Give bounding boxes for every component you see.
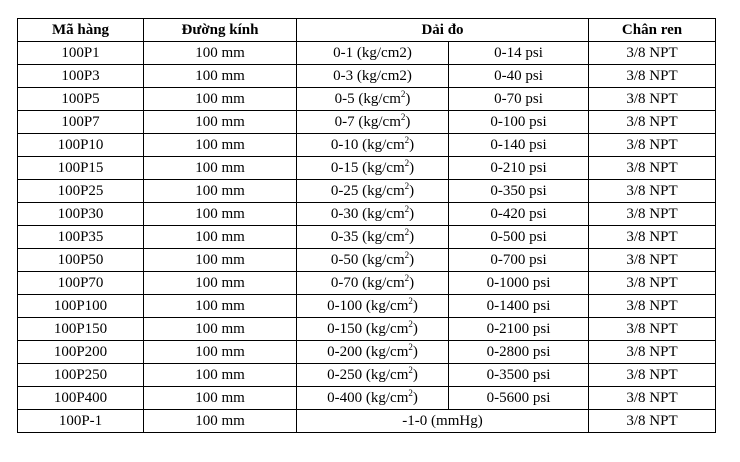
cell-range-psi: 0-210 psi — [449, 157, 589, 180]
cell-diameter: 100 mm — [144, 249, 297, 272]
table-row — [18, 42, 716, 65]
range-kg-superscript: 2 — [400, 112, 406, 122]
cell-range-kgcm2 — [297, 341, 449, 364]
range-kg-close: ) — [409, 183, 415, 199]
cell-range-vacuum: -1-0 (mmHg) — [297, 410, 589, 433]
cell-diameter: 100 mm — [144, 226, 297, 249]
cell-thread: 3/8 NPT — [589, 364, 716, 387]
cell-thread: 3/8 NPT — [589, 42, 716, 65]
cell-code: 100P-1 — [18, 410, 144, 433]
cell-diameter: 100 mm — [144, 364, 297, 387]
cell-range-kgcm2 — [297, 249, 449, 272]
range-kg-text: 0-3 (kg/cm2) — [333, 68, 412, 84]
cell-range-kgcm2 — [297, 272, 449, 295]
range-kg-text: 0-35 (kg/cm — [330, 229, 405, 245]
cell-range-kgcm2 — [297, 226, 449, 249]
table-row — [18, 88, 716, 111]
table-row — [18, 180, 716, 203]
table-row — [18, 295, 716, 318]
cell-diameter: 100 mm — [144, 180, 297, 203]
cell-diameter: 100 mm — [144, 203, 297, 226]
cell-range-psi: 0-700 psi — [449, 249, 589, 272]
cell-code: 100P15 — [18, 157, 144, 180]
header-code: Mã hàng — [18, 19, 144, 42]
range-kg-text: 0-7 (kg/cm — [334, 114, 401, 130]
cell-range-kgcm2 — [297, 180, 449, 203]
cell-range-psi: 0-500 psi — [449, 226, 589, 249]
cell-range-kgcm2 — [297, 134, 449, 157]
cell-code: 100P25 — [18, 180, 144, 203]
range-kg-close: ) — [409, 252, 415, 268]
cell-diameter: 100 mm — [144, 42, 297, 65]
cell-diameter: 100 mm — [144, 134, 297, 157]
cell-range-psi: 0-2800 psi — [449, 341, 589, 364]
cell-thread: 3/8 NPT — [589, 272, 716, 295]
range-kg-close: ) — [409, 206, 415, 222]
range-kg-close: ) — [412, 298, 418, 314]
cell-range-kgcm2 — [297, 42, 449, 65]
cell-thread: 3/8 NPT — [589, 410, 716, 433]
table-row-last — [18, 410, 716, 433]
table-row — [18, 65, 716, 88]
cell-range-kgcm2 — [297, 111, 449, 134]
cell-code: 100P400 — [18, 387, 144, 410]
table-row — [18, 226, 716, 249]
cell-code: 100P10 — [18, 134, 144, 157]
range-kg-superscript: 2 — [404, 158, 410, 168]
table-header — [18, 19, 716, 42]
cell-thread: 3/8 NPT — [589, 295, 716, 318]
range-kg-text: 0-15 (kg/cm — [330, 160, 405, 176]
cell-code: 100P200 — [18, 341, 144, 364]
cell-diameter: 100 mm — [144, 410, 297, 433]
cell-code: 100P3 — [18, 65, 144, 88]
cell-thread: 3/8 NPT — [589, 111, 716, 134]
cell-code: 100P50 — [18, 249, 144, 272]
cell-range-psi: 0-40 psi — [449, 65, 589, 88]
cell-range-kgcm2 — [297, 364, 449, 387]
cell-thread: 3/8 NPT — [589, 134, 716, 157]
cell-diameter: 100 mm — [144, 272, 297, 295]
range-kg-text: 0-50 (kg/cm — [330, 252, 405, 268]
cell-code: 100P30 — [18, 203, 144, 226]
cell-diameter: 100 mm — [144, 157, 297, 180]
range-kg-text: 0-250 (kg/cm — [327, 367, 409, 383]
cell-range-psi: 0-420 psi — [449, 203, 589, 226]
pressure-gauge-spec-table — [17, 18, 716, 433]
cell-code: 100P100 — [18, 295, 144, 318]
table-row — [18, 157, 716, 180]
range-kg-close: ) — [412, 344, 418, 360]
range-kg-superscript: 2 — [400, 89, 406, 99]
cell-code: 100P70 — [18, 272, 144, 295]
range-kg-close: ) — [409, 137, 415, 153]
range-kg-close: ) — [405, 91, 411, 107]
table-body — [18, 42, 716, 433]
table-row — [18, 249, 716, 272]
range-kg-text: 0-30 (kg/cm — [330, 206, 405, 222]
range-kg-superscript: 2 — [404, 181, 410, 191]
cell-range-psi: 0-3500 psi — [449, 364, 589, 387]
cell-range-kgcm2 — [297, 88, 449, 111]
cell-range-psi: 0-2100 psi — [449, 318, 589, 341]
range-kg-text: 0-5 (kg/cm — [334, 91, 401, 107]
cell-diameter: 100 mm — [144, 341, 297, 364]
range-kg-text: 0-400 (kg/cm — [327, 390, 409, 406]
header-thread: Chân ren — [589, 19, 716, 42]
cell-thread: 3/8 NPT — [589, 387, 716, 410]
cell-thread: 3/8 NPT — [589, 88, 716, 111]
range-kg-superscript: 2 — [408, 296, 413, 306]
cell-range-psi: 0-140 psi — [449, 134, 589, 157]
table-row — [18, 134, 716, 157]
range-kg-text: 0-200 (kg/cm — [327, 344, 409, 360]
cell-code: 100P35 — [18, 226, 144, 249]
cell-range-kgcm2 — [297, 318, 449, 341]
cell-thread: 3/8 NPT — [589, 180, 716, 203]
cell-range-psi: 0-70 psi — [449, 88, 589, 111]
cell-range-kgcm2 — [297, 295, 449, 318]
header-range: Dải đo — [297, 19, 589, 42]
range-kg-text: 0-10 (kg/cm — [330, 137, 405, 153]
cell-range-kgcm2 — [297, 203, 449, 226]
table-row — [18, 341, 716, 364]
cell-range-kgcm2 — [297, 65, 449, 88]
cell-thread: 3/8 NPT — [589, 249, 716, 272]
range-kg-close: ) — [409, 229, 415, 245]
header-row — [18, 19, 716, 42]
cell-thread: 3/8 NPT — [589, 226, 716, 249]
cell-thread: 3/8 NPT — [589, 157, 716, 180]
cell-code: 100P7 — [18, 111, 144, 134]
cell-diameter: 100 mm — [144, 295, 297, 318]
range-kg-superscript: 2 — [404, 135, 410, 145]
cell-range-kgcm2 — [297, 387, 449, 410]
cell-diameter: 100 mm — [144, 387, 297, 410]
table-row — [18, 318, 716, 341]
range-kg-text: 0-150 (kg/cm — [327, 321, 409, 337]
table-row — [18, 364, 716, 387]
range-kg-text: 0-100 (kg/cm — [327, 298, 409, 314]
cell-range-psi: 0-14 psi — [449, 42, 589, 65]
range-kg-superscript: 2 — [408, 342, 413, 352]
table-row — [18, 203, 716, 226]
cell-diameter: 100 mm — [144, 111, 297, 134]
range-kg-close: ) — [409, 160, 415, 176]
range-kg-superscript: 2 — [404, 250, 410, 260]
cell-thread: 3/8 NPT — [589, 318, 716, 341]
cell-thread: 3/8 NPT — [589, 203, 716, 226]
cell-code: 100P1 — [18, 42, 144, 65]
cell-code: 100P5 — [18, 88, 144, 111]
range-kg-superscript: 2 — [408, 365, 413, 375]
cell-range-psi: 0-1400 psi — [449, 295, 589, 318]
cell-thread: 3/8 NPT — [589, 65, 716, 88]
range-kg-superscript: 2 — [408, 388, 413, 398]
cell-diameter: 100 mm — [144, 88, 297, 111]
cell-thread: 3/8 NPT — [589, 341, 716, 364]
cell-range-psi: 0-350 psi — [449, 180, 589, 203]
cell-range-psi: 0-1000 psi — [449, 272, 589, 295]
cell-diameter: 100 mm — [144, 65, 297, 88]
cell-range-kgcm2 — [297, 157, 449, 180]
range-kg-text: 0-25 (kg/cm — [330, 183, 405, 199]
range-kg-superscript: 2 — [408, 319, 413, 329]
cell-code: 100P250 — [18, 364, 144, 387]
range-kg-close: ) — [412, 321, 418, 337]
range-kg-superscript: 2 — [404, 273, 410, 283]
range-kg-text: 0-70 (kg/cm — [330, 275, 405, 291]
table-row — [18, 387, 716, 410]
cell-code: 100P150 — [18, 318, 144, 341]
table-row — [18, 111, 716, 134]
table-row — [18, 272, 716, 295]
cell-range-psi: 0-5600 psi — [449, 387, 589, 410]
range-kg-close: ) — [405, 114, 411, 130]
range-kg-close: ) — [412, 367, 418, 383]
cell-diameter: 100 mm — [144, 318, 297, 341]
range-kg-text: 0-1 (kg/cm2) — [333, 45, 412, 61]
range-kg-superscript: 2 — [404, 227, 410, 237]
cell-range-psi: 0-100 psi — [449, 111, 589, 134]
range-kg-close: ) — [409, 275, 415, 291]
range-kg-close: ) — [412, 390, 418, 406]
range-kg-superscript: 2 — [404, 204, 410, 214]
header-diameter: Đường kính — [144, 19, 297, 42]
